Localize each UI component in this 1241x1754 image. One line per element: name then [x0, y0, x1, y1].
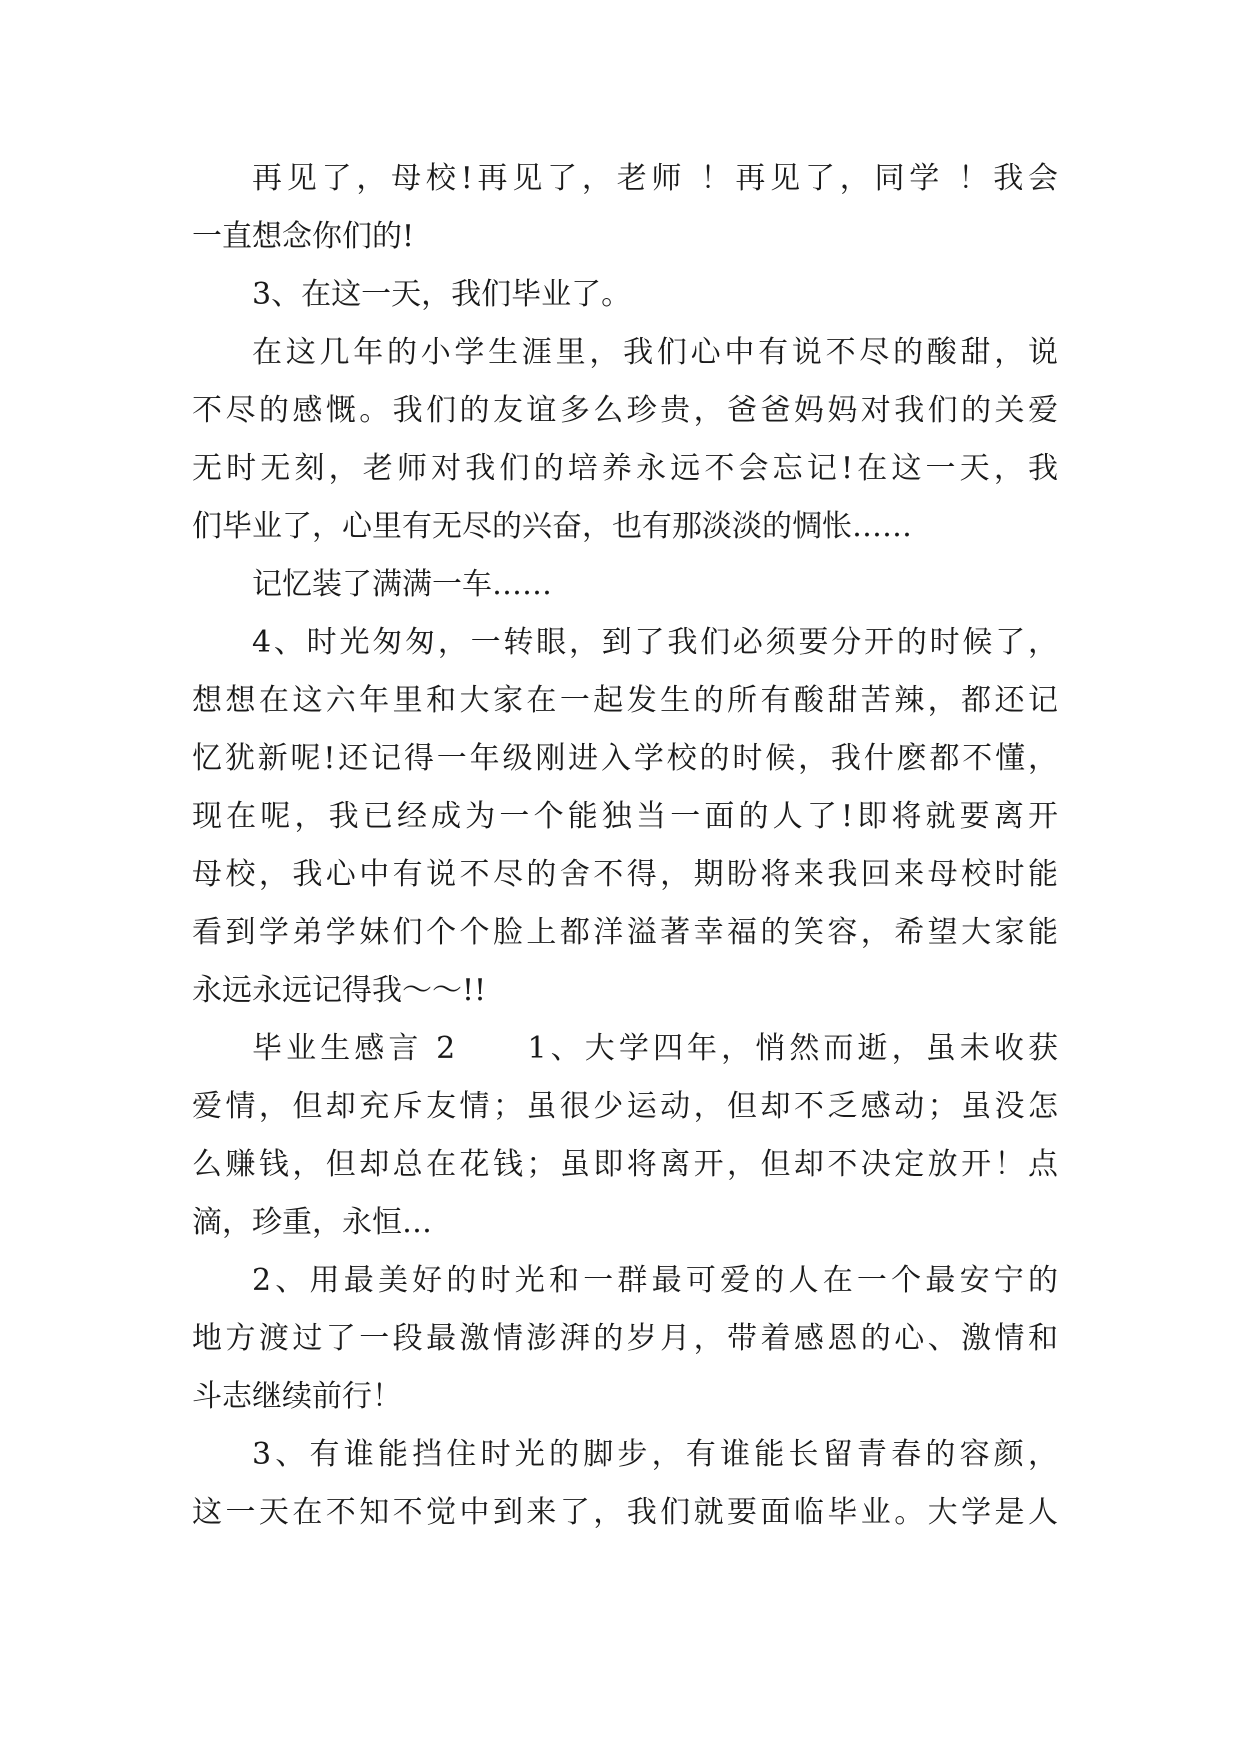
text-line: 记忆装了满满一车……: [252, 567, 552, 602]
document-body: [192, 150, 1058, 1542]
text-line: 斗志继续前行！: [192, 1379, 402, 1414]
text-line: 一直想念你们的!: [192, 219, 415, 254]
text-line: 滴，珍重，永恒…: [192, 1205, 432, 1240]
text-line: 地方渡过了一段最激情澎湃的岁月，带着感恩的心、激情和: [192, 1321, 1058, 1356]
text-line: 这一天在不知不觉中到来了，我们就要面临毕业。大学是人: [192, 1495, 1058, 1530]
text-line: 不尽的感慨。我们的友谊多么珍贵，爸爸妈妈对我们的关爱: [192, 393, 1058, 428]
text-line: 4、时光匆匆，一转眼，到了我们必须要分开的时候了，: [252, 625, 1058, 660]
text-line: 母校，我心中有说不尽的舍不得，期盼将来我回来母校时能: [192, 857, 1058, 892]
text-line: 再见了，母校!再见了，老师 ！再见了，同学 ！我会: [252, 161, 1058, 196]
text-line: 3、有谁能挡住时光的脚步，有谁能长留青春的容颜，: [252, 1437, 1058, 1472]
text-line: 忆犹新呢!还记得一年级刚进入学校的时候，我什麽都不懂，: [192, 741, 1058, 776]
text-line: 无时无刻，老师对我们的培养永远不会忘记!在这一天，我: [192, 451, 1058, 486]
text-line: 永远永远记得我～～!!: [192, 973, 487, 1008]
text-line: 么赚钱，但却总在花钱；虽即将离开，但却不决定放开！点: [192, 1147, 1058, 1182]
text-line: 在这几年的小学生涯里，我们心中有说不尽的酸甜，说: [252, 335, 1058, 370]
text-line: 想想在这六年里和大家在一起发生的所有酸甜苦辣，都还记: [192, 683, 1058, 718]
text-line: 爱情，但却充斥友情；虽很少运动，但却不乏感动；虽没怎: [192, 1089, 1058, 1124]
text-line: 2、用最美好的时光和一群最可爱的人在一个最安宁的: [252, 1263, 1058, 1298]
text-line: 现在呢，我已经成为一个能独当一面的人了!即将就要离开: [192, 799, 1058, 834]
text-line: 看到学弟学妹们个个脸上都洋溢著幸福的笑容，希望大家能: [192, 915, 1058, 950]
text-line: 3、在这一天，我们毕业了。: [252, 277, 632, 312]
text-line: 毕业生感言 2 1、大学四年，悄然而逝，虽未收获: [252, 1031, 1058, 1066]
text-line: 们毕业了，心里有无尽的兴奋，也有那淡淡的惆怅……: [192, 509, 912, 544]
